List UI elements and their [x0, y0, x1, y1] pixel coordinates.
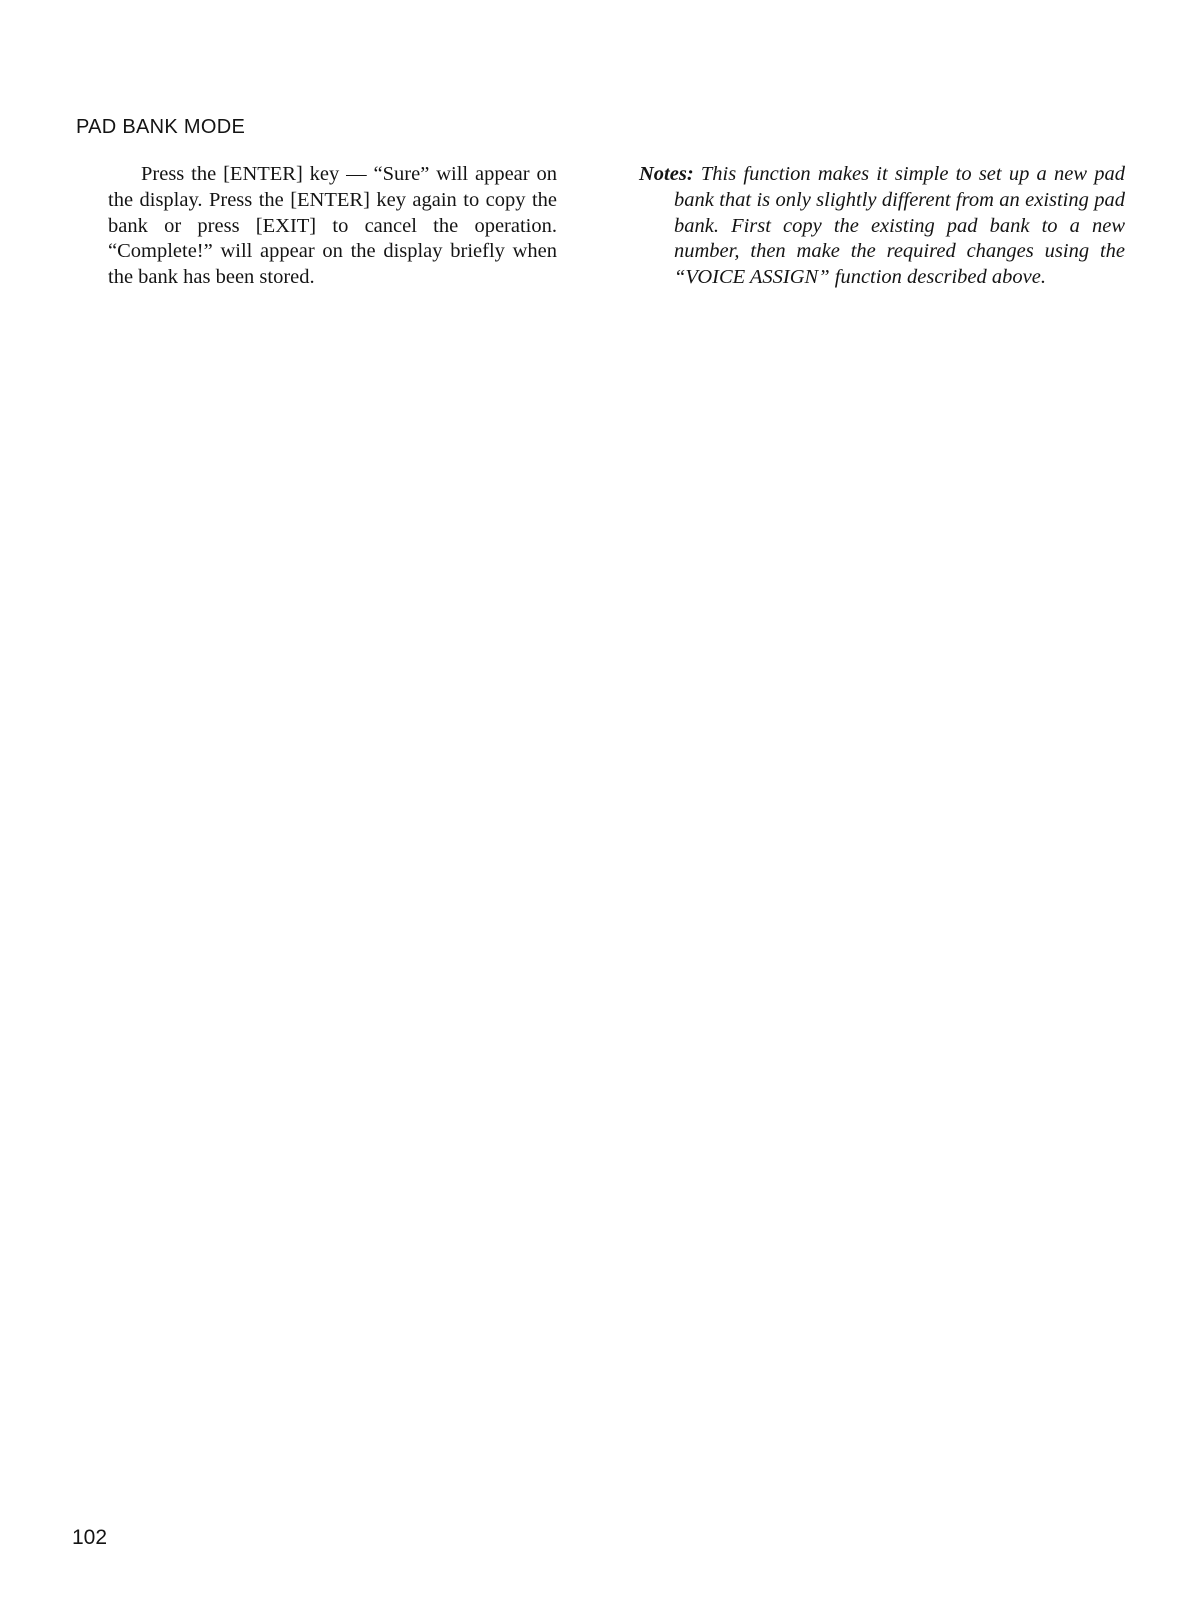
- notes-label: Notes:: [639, 163, 694, 185]
- instruction-paragraph: Press the [ENTER] key — “Sure” will appear on the display. Press the [ENTER] key again to copy the bank or press [EXIT] to cancel the operation. “Complete!” will appear on the display briefly when the bank has been stored.: [108, 163, 557, 289]
- notes-text: This function makes it simple to set up a new pad bank that is only slightly different from an existing pad bank. First copy the existing pad bank to a new number, then make the required changes using the “VOICE ASSIGN” function described above.: [674, 163, 1125, 289]
- left-column: [108, 162, 557, 291]
- notes-paragraph: [639, 162, 1125, 291]
- section-heading: PAD BANK MODE: [76, 116, 246, 138]
- page-number: 102: [72, 1526, 108, 1549]
- right-column: [639, 162, 1125, 291]
